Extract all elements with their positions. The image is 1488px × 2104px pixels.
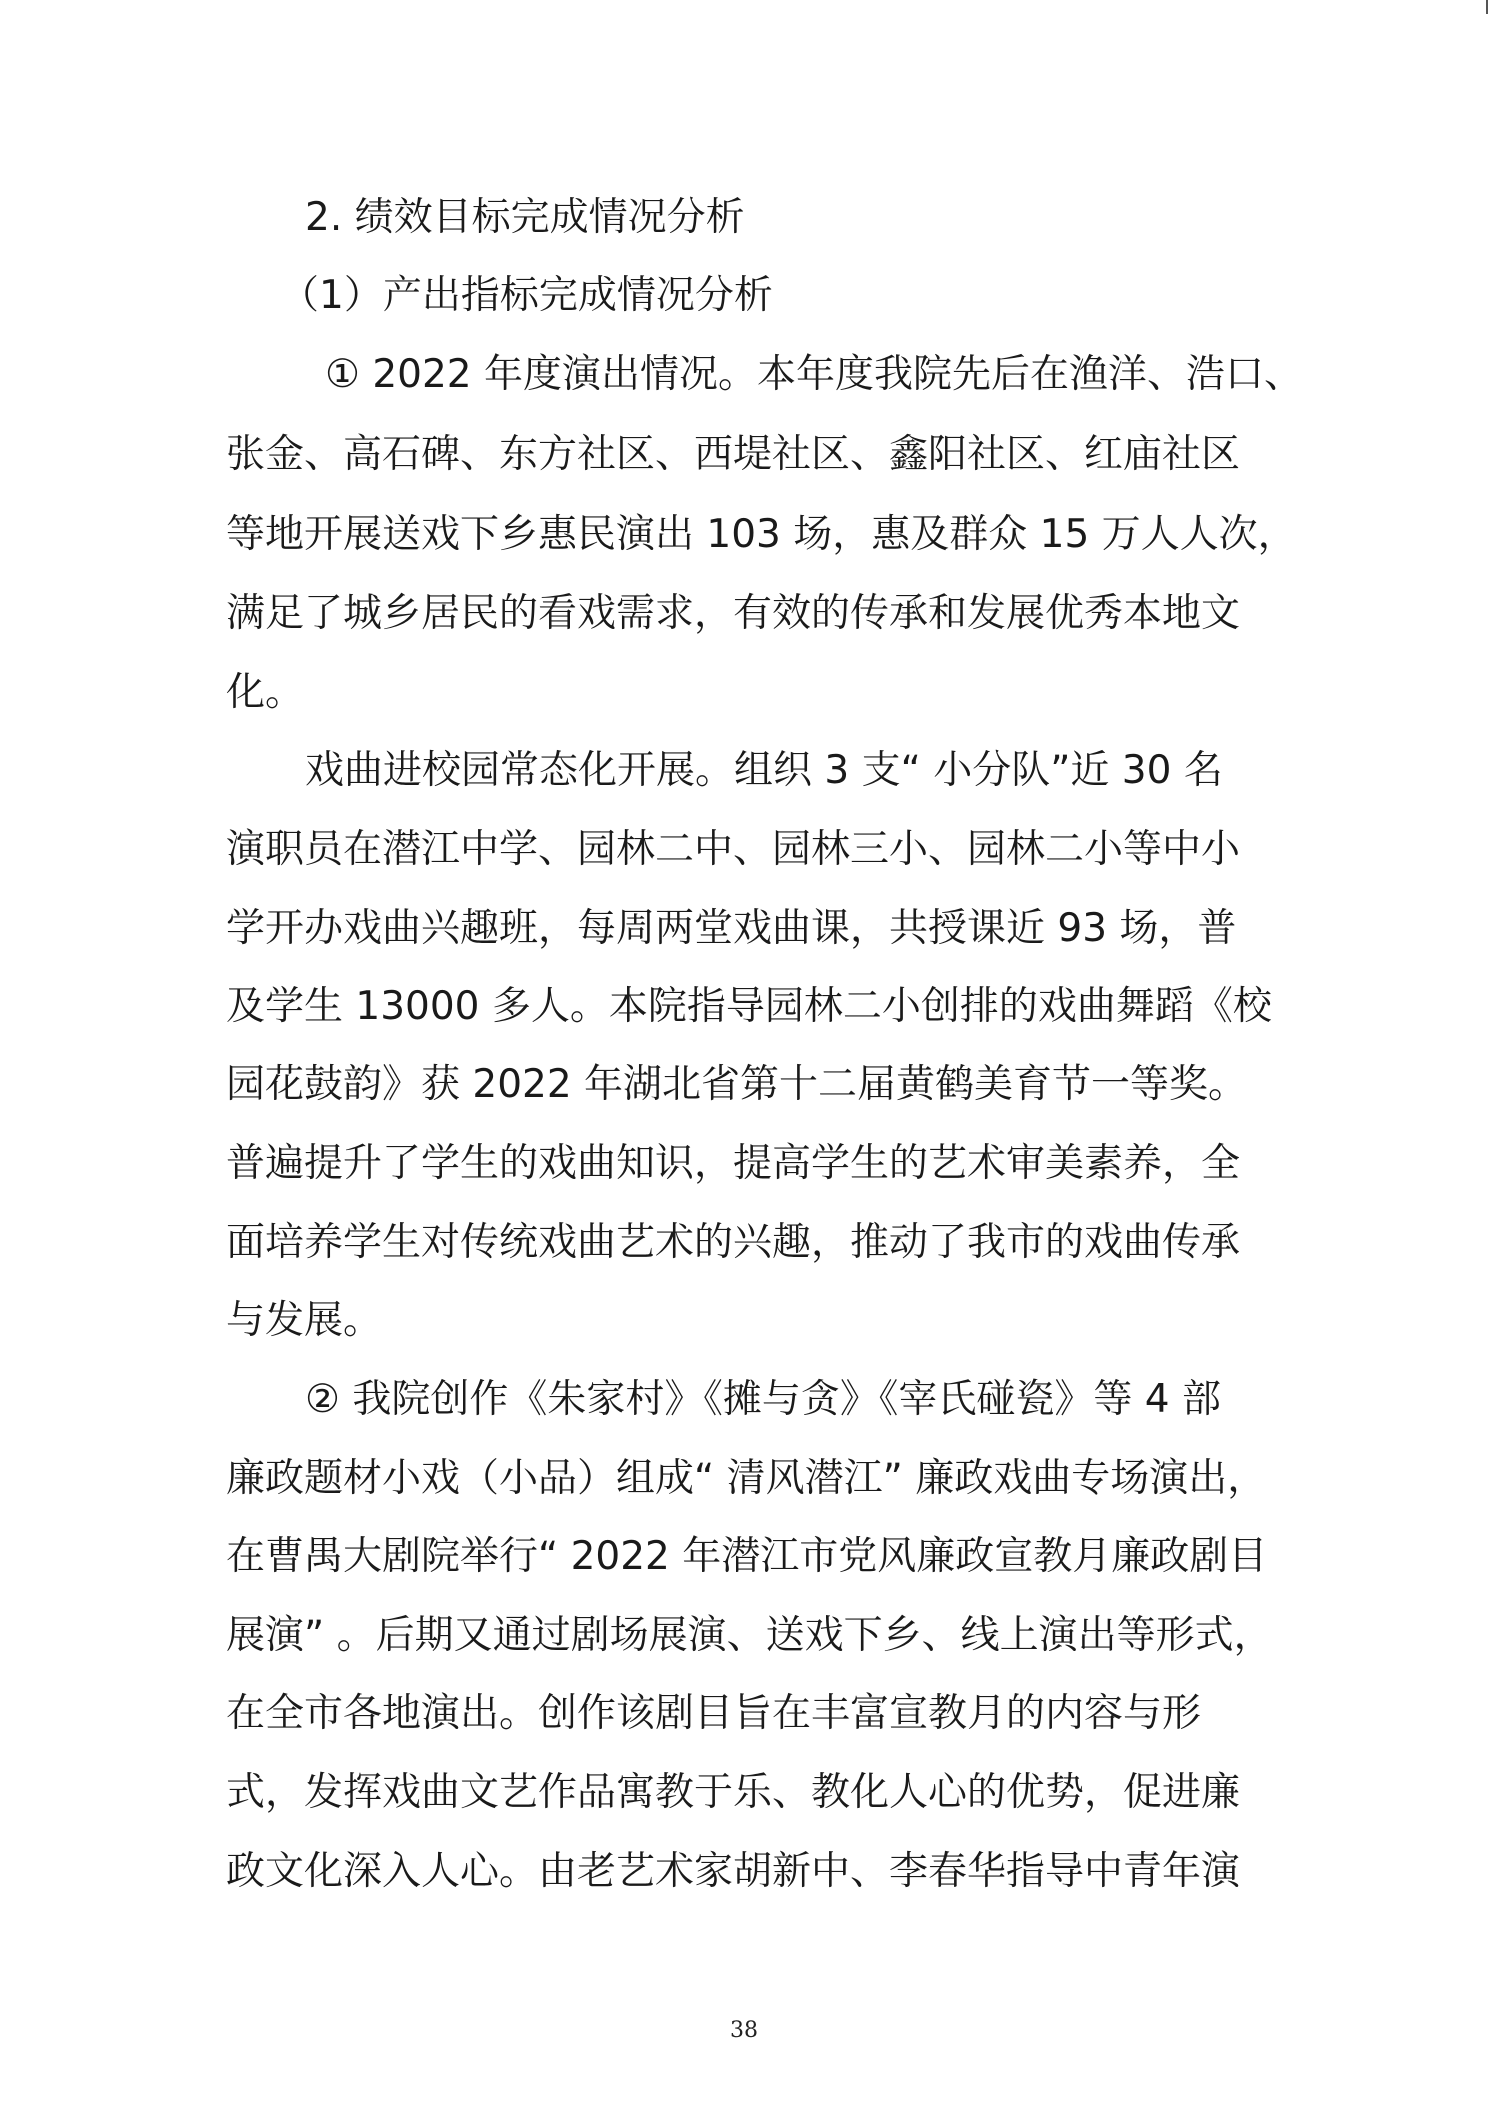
paragraph-line: 学开办戏曲兴趣班，每周两堂戏曲课，共授课近 93 场，普 — [226, 906, 1237, 951]
paragraph-line: 普遍提升了学生的戏曲知识，提高学生的艺术审美素养，全 — [226, 1141, 1241, 1186]
paragraph-line: 等地开展送戏下乡惠民演出 103 场，惠及群众 15 万人人次， — [226, 512, 1297, 557]
paragraph-line: 及学生 13000 多人。本院指导园林二小创排的戏曲舞蹈《校 — [226, 984, 1272, 1029]
subsection-heading: （1）产出指标完成情况分析 — [280, 273, 773, 318]
page-number: 38 — [730, 2018, 758, 2043]
paragraph-line: 政文化深入人心。由老艺术家胡新中、李春华指导中青年演 — [226, 1849, 1241, 1894]
paragraph-line: 式，发挥戏曲文艺作品寓教于乐、教化人心的优势，促进廉 — [226, 1770, 1241, 1815]
paragraph-line: 张金、高石碑、东方社区、西堤社区、鑫阳社区、红庙社区 — [226, 432, 1241, 477]
paragraph-line: 在曹禺大剧院举行“ 2022 年潜江市党风廉政宣教月廉政剧目 — [226, 1534, 1268, 1579]
paragraph-line: 满足了城乡居民的看戏需求，有效的传承和发展优秀本地文 — [226, 591, 1241, 636]
paragraph-line: 廉政题材小戏（小品）组成“ 清风潜江” 廉政戏曲专场演出， — [226, 1456, 1267, 1501]
paragraph-line: ① 2022 年度演出情况。本年度我院先后在渔洋、浩口、 — [325, 352, 1304, 397]
paragraph-line: 面培养学生对传统戏曲艺术的兴趣，推动了我市的戏曲传承 — [226, 1220, 1241, 1265]
paragraph-line: 化。 — [226, 670, 305, 715]
paragraph-line: 展演” 。后期又通过剧场展演、送戏下乡、线上演出等形式， — [226, 1613, 1273, 1658]
section-heading: 2. 绩效目标完成情况分析 — [305, 195, 745, 240]
paragraph-line: 在全市各地演出。创作该剧目旨在丰富宣教月的内容与形 — [226, 1691, 1202, 1736]
paragraph-line: 演职员在潜江中学、园林二中、园林三小、园林二小等中小 — [226, 827, 1241, 872]
paragraph-line: ② 我院创作《朱家村》《摊与贪》《宰氏碰瓷》等 4 部 — [305, 1377, 1221, 1422]
paragraph-line: 与发展。 — [226, 1298, 383, 1343]
paragraph-line: 园花鼓韵》获 2022 年湖北省第十二届黄鹤美育节一等奖。 — [226, 1062, 1248, 1107]
paragraph-line: 戏曲进校园常态化开展。组织 3 支“ 小分队”近 30 名 — [305, 748, 1223, 793]
